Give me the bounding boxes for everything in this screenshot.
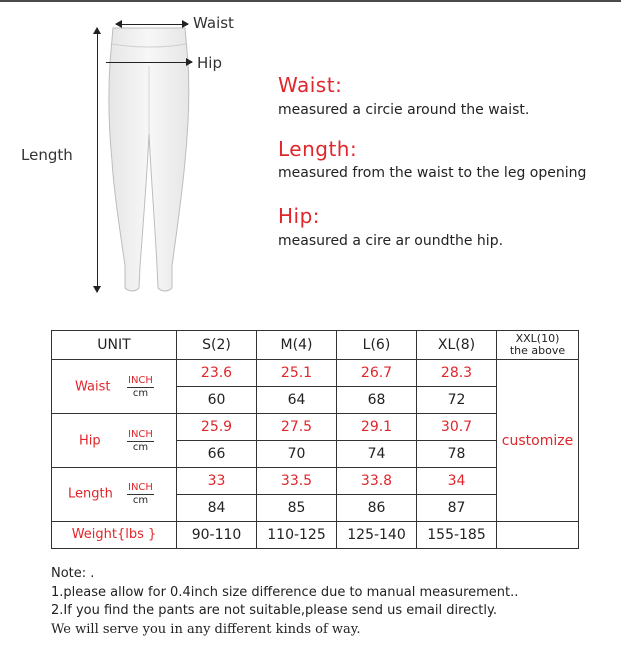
unit-pair [127, 482, 154, 506]
xxl-size-label: XXL(10) [515, 332, 560, 346]
table-cell: 68 [337, 387, 417, 414]
length-definition-text: measured from the waist to the leg opening [278, 165, 587, 181]
table-cell: 27.5 [257, 414, 337, 441]
table-cell: 23.6 [177, 360, 257, 387]
xxl-above-label: the above [509, 344, 566, 358]
size-header: XL(8) [417, 331, 497, 360]
table-cell: 74 [337, 441, 417, 468]
table-cell: 70 [257, 441, 337, 468]
table-cell: 33.5 [257, 468, 337, 495]
note-line-3: We will serve you in any different kinds of way. [51, 622, 361, 637]
table-cell: 78 [417, 441, 497, 468]
length-definition-title: Length: [278, 137, 358, 161]
unit-pair [127, 429, 154, 453]
unit-inch-label: INCH [128, 374, 153, 386]
unit-inch-label: INCH [128, 428, 153, 440]
table-cell: 60 [177, 387, 257, 414]
table-cell: 90-110 [177, 521, 257, 548]
hip-arrow [106, 62, 192, 63]
weight-row-label: Weight{lbs } [52, 521, 177, 548]
table-cell: 30.7 [417, 414, 497, 441]
waist-diagram-label: Waist [193, 14, 234, 32]
table-row [52, 360, 579, 387]
empty-cell [497, 521, 579, 548]
customize-label: customize [501, 432, 574, 449]
table-row [52, 521, 579, 548]
length-diagram-label: Length [21, 146, 73, 164]
customize-cell [497, 360, 579, 522]
length-unit-cell [52, 468, 177, 522]
length-arrow [97, 28, 98, 292]
unit-pair [127, 375, 154, 399]
table-cell: 72 [417, 387, 497, 414]
unit-header: UNIT [52, 331, 177, 360]
table-cell: 29.1 [337, 414, 417, 441]
table-cell: 85 [257, 494, 337, 521]
table-cell: 33.8 [337, 468, 417, 495]
table-cell: 34 [417, 468, 497, 495]
top-border [0, 0, 621, 2]
waist-unit-cell [52, 360, 177, 414]
waist-row-label: Waist [75, 379, 111, 395]
waist-definition-title: Waist: [278, 73, 343, 97]
hip-definition-text: measured a cire ar oundthe hip. [278, 233, 504, 249]
size-header: S(2) [177, 331, 257, 360]
table-cell: 33 [177, 468, 257, 495]
table-cell: 125-140 [337, 521, 417, 548]
unit-cm-label: cm [132, 495, 149, 507]
table-cell: 86 [337, 494, 417, 521]
table-cell: 25.9 [177, 414, 257, 441]
table-cell: 64 [257, 387, 337, 414]
waist-definition-text: measured a circie around the waist. [278, 102, 530, 118]
table-cell: 87 [417, 494, 497, 521]
table-cell: 66 [177, 441, 257, 468]
hip-diagram-label: Hip [197, 54, 222, 72]
note-line-1: 1.please allow for 0.4inch size difference due to manual measurement.. [51, 585, 519, 600]
table-cell: 155-185 [417, 521, 497, 548]
xxl-header [497, 331, 579, 360]
leggings-illustration [100, 26, 200, 301]
unit-cm-label: cm [132, 387, 149, 399]
unit-inch-label: INCH [128, 482, 153, 494]
note-line-2: 2.If you find the pants are not suitable,please send us email directly. [51, 603, 497, 618]
table-cell: 25.1 [257, 360, 337, 387]
hip-definition-title: Hip: [278, 204, 321, 228]
table-cell: 110-125 [257, 521, 337, 548]
length-row-label: Length [68, 486, 113, 502]
hip-unit-cell [52, 414, 177, 468]
size-header: M(4) [257, 331, 337, 360]
size-chart-table [51, 330, 579, 549]
unit-cm-label: cm [132, 441, 149, 453]
hip-row-label: Hip [79, 433, 101, 449]
table-cell: 26.7 [337, 360, 417, 387]
table-cell: 84 [177, 494, 257, 521]
table-header-row [52, 331, 579, 360]
table-cell: 28.3 [417, 360, 497, 387]
size-header: L(6) [337, 331, 417, 360]
waist-arrow [116, 24, 188, 25]
note-heading: Note: . [51, 566, 95, 581]
